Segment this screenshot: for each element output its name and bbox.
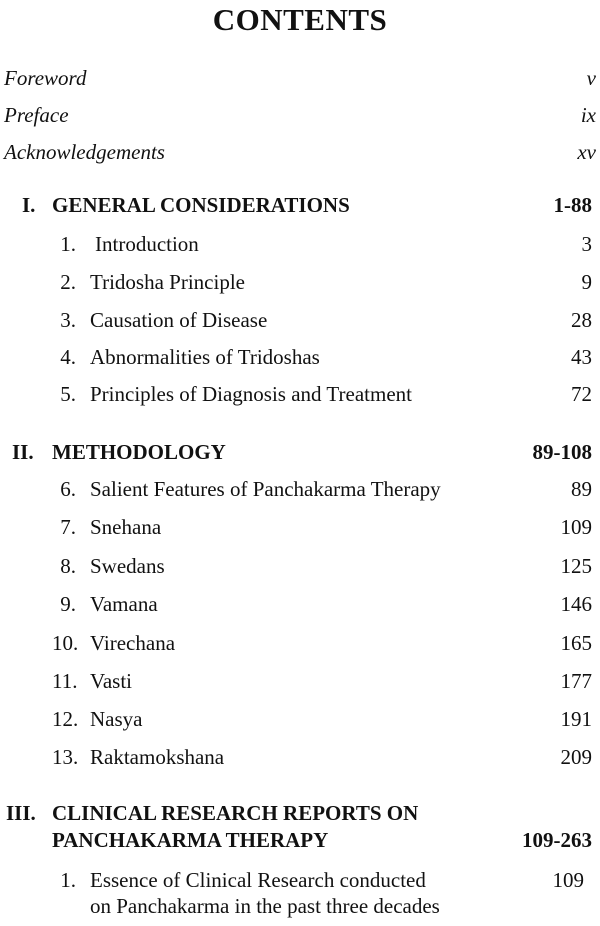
chapter-page: 125 bbox=[560, 554, 592, 578]
part-range: 109-263 bbox=[522, 828, 592, 852]
chapter-page: 9 bbox=[581, 270, 592, 294]
chapter-number: 2. bbox=[60, 270, 76, 294]
part-title-line2: PANCHAKARMA THERAPY bbox=[52, 828, 329, 852]
page-title: CONTENTS bbox=[212, 2, 388, 37]
chapter-number: 7. bbox=[60, 515, 76, 539]
part-range: 1-88 bbox=[553, 193, 592, 217]
toc-chapter[interactable] bbox=[52, 868, 592, 918]
part-title: GENERAL CONSIDERATIONS bbox=[52, 193, 350, 217]
part-title-line1: CLINICAL RESEARCH REPORTS ON bbox=[52, 801, 419, 825]
chapter-page: 177 bbox=[560, 669, 592, 693]
chapter-number: 9. bbox=[60, 592, 76, 616]
toc-label: Foreword bbox=[4, 66, 87, 90]
chapter-page: 28 bbox=[571, 308, 592, 332]
part-number: I. bbox=[22, 193, 36, 217]
chapter-page: 109 bbox=[560, 515, 592, 539]
chapter-title: Introduction bbox=[95, 232, 199, 256]
chapter-number: 1. bbox=[60, 868, 76, 892]
chapter-title-line1: Essence of Clinical Research conducted bbox=[90, 868, 426, 892]
toc-label: Acknowledgements bbox=[4, 140, 165, 164]
chapter-number: 3. bbox=[60, 308, 76, 332]
chapter-title: Abnormalities of Tridoshas bbox=[90, 345, 320, 369]
chapter-number: 12. bbox=[52, 707, 79, 731]
chapter-title: Nasya bbox=[90, 707, 143, 731]
part-number: III. bbox=[6, 801, 36, 825]
chapter-page: 146 bbox=[560, 592, 592, 616]
toc-page: v bbox=[586, 66, 596, 90]
chapter-number: 5. bbox=[60, 382, 76, 406]
chapter-title: Causation of Disease bbox=[90, 308, 268, 332]
chapter-page: 89 bbox=[571, 477, 592, 501]
chapter-number: 8. bbox=[60, 554, 76, 578]
chapter-title: Vasti bbox=[90, 669, 132, 693]
toc-label: Preface bbox=[4, 103, 69, 127]
chapter-number: 13. bbox=[52, 745, 79, 769]
chapter-page: 191 bbox=[560, 707, 592, 731]
chapter-number: 11. bbox=[52, 669, 78, 693]
part-range: 89-108 bbox=[532, 440, 592, 464]
chapter-page: 3 bbox=[581, 232, 592, 256]
chapter-title: Snehana bbox=[90, 515, 162, 539]
chapter-title: Principles of Diagnosis and Treatment bbox=[90, 382, 412, 406]
chapter-number: 10. bbox=[52, 631, 79, 655]
chapter-number: 1. bbox=[60, 232, 76, 256]
chapter-title-line2: on Panchakarma in the past three decades bbox=[90, 894, 440, 918]
chapter-title: Tridosha Principle bbox=[90, 270, 245, 294]
chapter-number: 6. bbox=[60, 477, 76, 501]
part-number: II. bbox=[12, 440, 34, 464]
chapter-title: Swedans bbox=[90, 554, 165, 578]
chapter-page: 209 bbox=[560, 745, 592, 769]
part-title: METHODOLOGY bbox=[52, 440, 226, 464]
chapter-page: 43 bbox=[571, 345, 592, 369]
chapter-title: Raktamokshana bbox=[90, 745, 225, 769]
chapter-page: 72 bbox=[571, 382, 592, 406]
toc-page: xv bbox=[577, 140, 596, 164]
chapter-title: Vamana bbox=[90, 592, 158, 616]
chapter-title: Virechana bbox=[90, 631, 176, 655]
chapter-title: Salient Features of Panchakarma Therapy bbox=[90, 477, 441, 501]
toc-page: ix bbox=[580, 103, 596, 127]
chapter-page: 165 bbox=[560, 631, 592, 655]
chapter-page: 109 bbox=[552, 868, 584, 892]
chapter-number: 4. bbox=[60, 345, 76, 369]
toc-part-3[interactable] bbox=[6, 801, 592, 853]
